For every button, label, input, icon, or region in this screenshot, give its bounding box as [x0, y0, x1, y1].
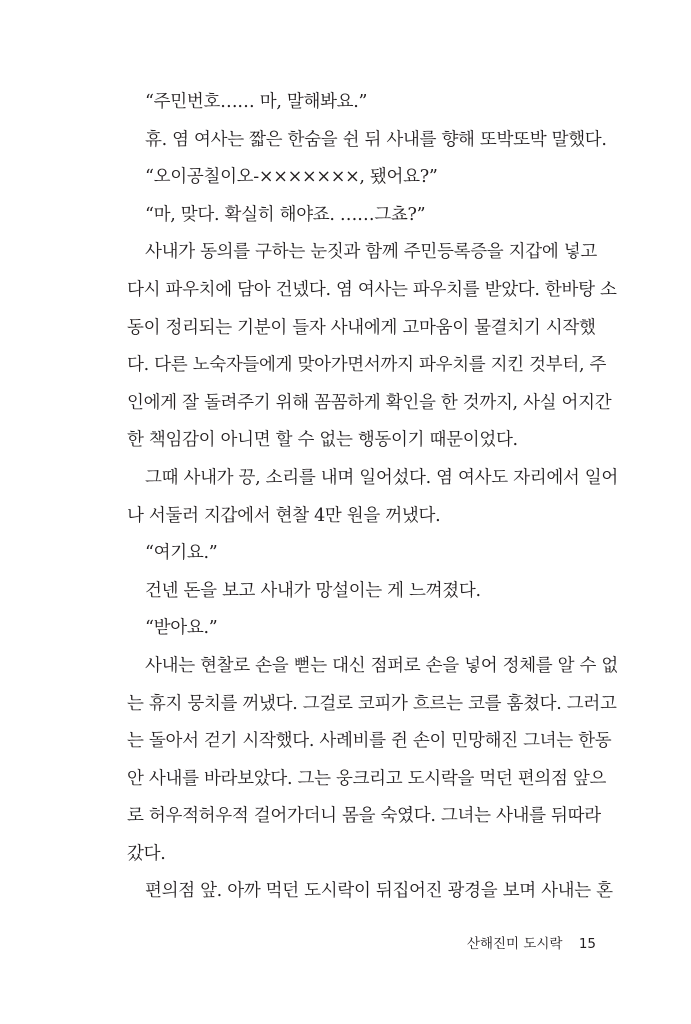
- running-title: 산해진미 도시락: [466, 936, 563, 952]
- text-line: “주민번호…… 마, 말해봐요.”: [145, 92, 368, 112]
- text-line: 나 서둘러 지갑에서 현찰 4만 원을 꺼냈다.: [127, 505, 441, 526]
- page-footer: [467, 932, 596, 952]
- text-line: “오이공칠이오-×××××××, 됐어요?”: [145, 167, 438, 188]
- text-line: 로 허우적허우적 걸어가더니 몸을 숙였다. 그녀는 사내를 뒤따라: [127, 806, 601, 827]
- text-line: 동이 정리되는 기분이 들자 사내에게 고마움이 물결치기 시작했: [127, 317, 596, 338]
- text-line: 휴. 염 여사는 짧은 한숨을 쉰 뒤 사내를 향해 또박또박 말했다.: [145, 129, 607, 150]
- text-line: 편의점 앞. 아까 먹던 도시락이 뒤집어진 광경을 보며 사내는 혼: [145, 881, 613, 902]
- text-line: “여기요.”: [145, 543, 218, 564]
- text-line: “받아요.”: [145, 618, 218, 639]
- text-line: 사내가 동의를 구하는 눈짓과 함께 주민등록증을 지갑에 넣고: [145, 242, 597, 263]
- text-line: “마, 맞다. 확실히 해야죠. ……그쵸?”: [145, 204, 426, 225]
- text-line: 다시 파우치에 담아 건넸다. 염 여사는 파우치를 받았다. 한바탕 소: [127, 279, 617, 300]
- text-line: 건넨 돈을 보고 사내가 망설이는 게 느껴졌다.: [145, 580, 481, 601]
- text-line: 는 돌아서 걷기 시작했다. 사례비를 쥔 손이 민망해진 그녀는 한동: [127, 731, 612, 752]
- text-line: 인에게 잘 돌려주기 위해 꼼꼼하게 확인을 한 것까지, 사실 어지간: [127, 392, 612, 413]
- text-line: 는 휴지 뭉치를 꺼냈다. 그걸로 코피가 흐르는 코를 훔쳤다. 그러고: [127, 693, 617, 714]
- text-line: 한 책임감이 아니면 할 수 없는 행동이기 때문이었다.: [127, 430, 518, 451]
- text-line: 사내는 현찰로 손을 뻗는 대신 점퍼로 손을 넣어 정체를 알 수 없: [145, 655, 619, 676]
- text-line: 안 사내를 바라보았다. 그는 웅크리고 도시락을 먹던 편의점 앞으: [127, 768, 607, 789]
- body-text: [127, 84, 627, 911]
- page-number: 15: [578, 936, 596, 952]
- text-line: 갔다.: [127, 843, 166, 864]
- text-line: 다. 다른 노숙자들에게 맞아가면서까지 파우치를 지킨 것부터, 주: [127, 355, 607, 376]
- text-line: 그때 사내가 끙, 소리를 내며 일어섰다. 염 여사도 자리에서 일어: [145, 467, 619, 488]
